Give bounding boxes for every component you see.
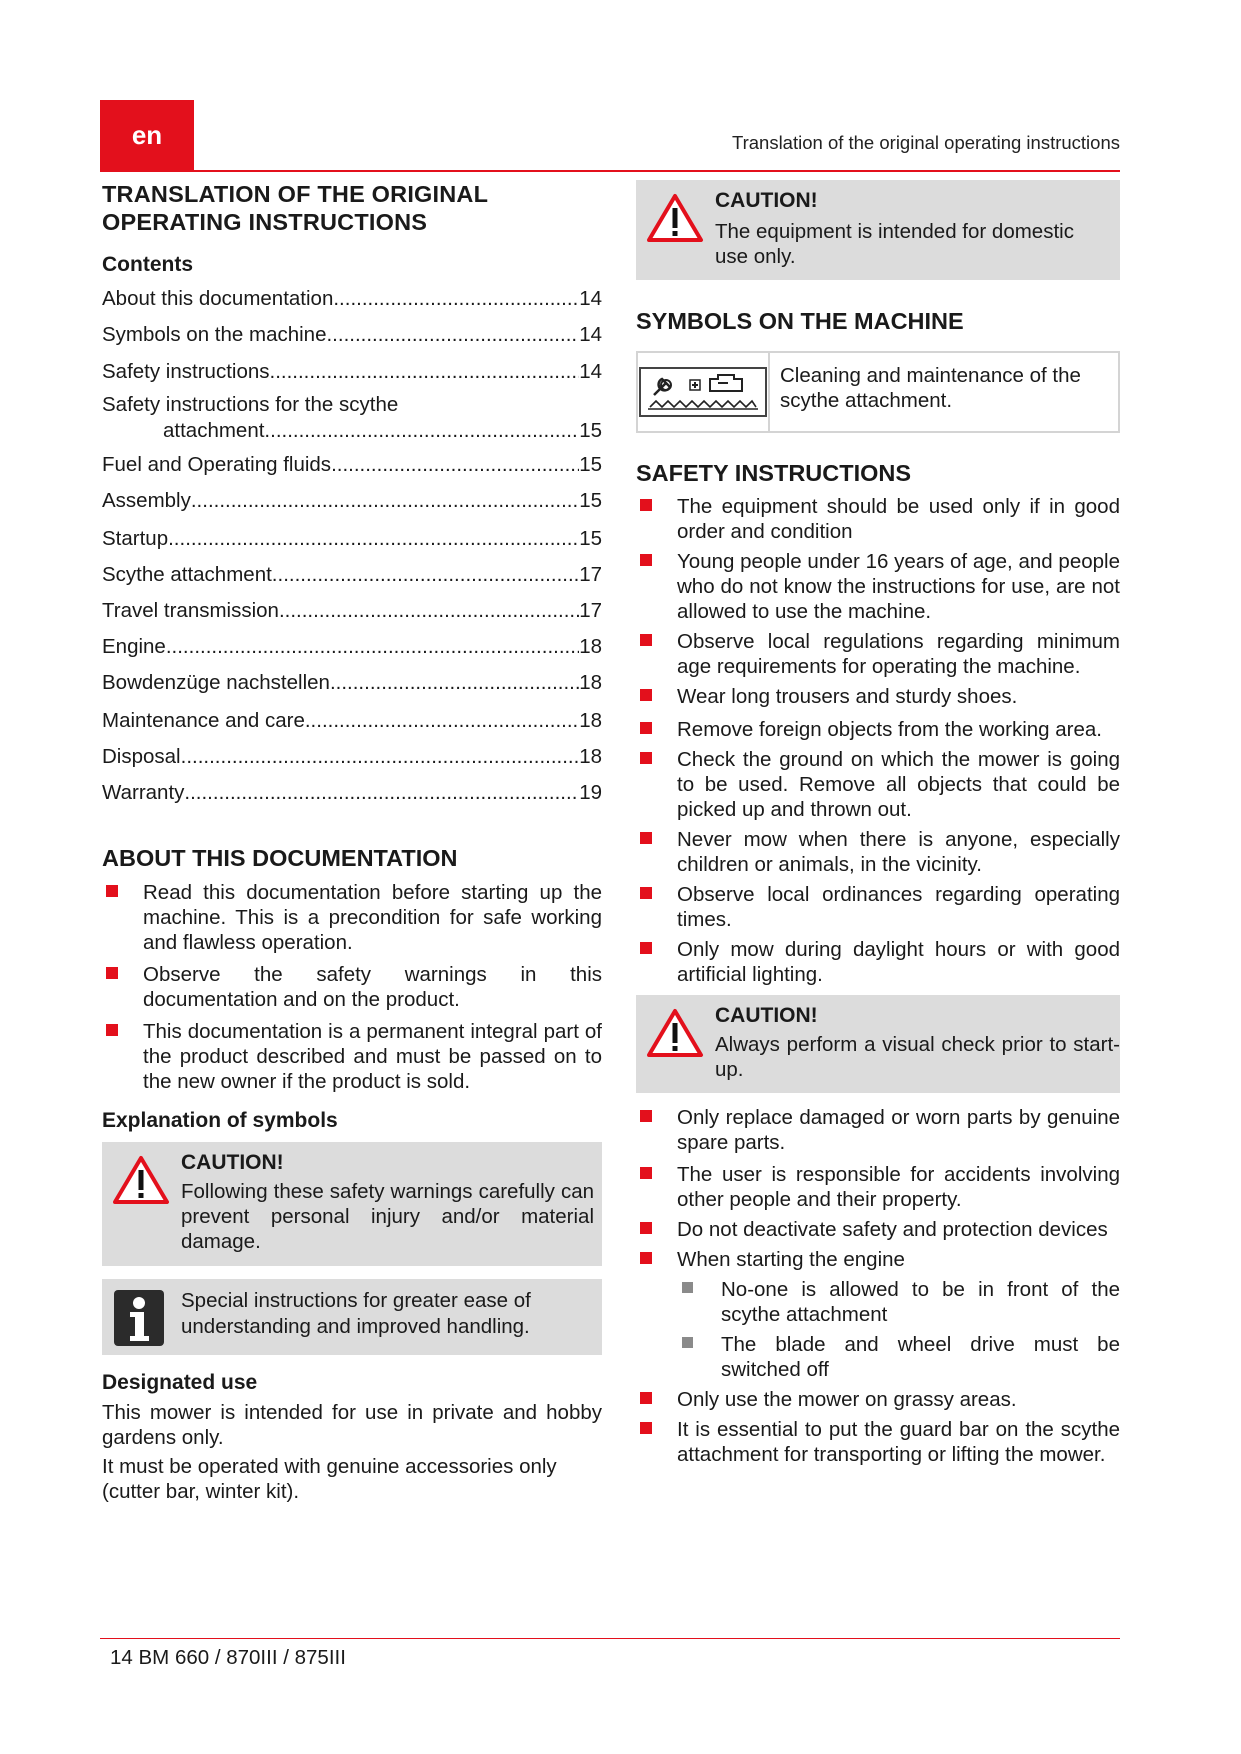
- warning-triangle-icon: [646, 1007, 704, 1059]
- toc-title: Maintenance and care: [102, 709, 305, 732]
- toc-page: 18: [579, 745, 602, 768]
- safety-list: [636, 1387, 1120, 1467]
- toc-title: Safety instructions: [102, 360, 270, 383]
- toc-title: Scythe attachment: [102, 563, 272, 586]
- caution-title: CAUTION!: [715, 189, 818, 212]
- document-title: [102, 180, 602, 236]
- list-item: Wear long trousers and sturdy shoes.: [636, 684, 1120, 709]
- toc-title: Warranty: [102, 781, 185, 804]
- caution-box: [102, 1142, 602, 1266]
- sub-list-item: The blade and wheel drive must be switched off: [636, 1332, 1120, 1382]
- toc-entry[interactable]: [102, 526, 602, 552]
- bullet-square-icon: [640, 887, 652, 899]
- bullet-square-icon: [640, 1222, 652, 1234]
- list-item: Observe local regulations regarding minimum age requirements for operating the machine.: [636, 629, 1120, 679]
- symbols-table: [636, 351, 1120, 433]
- toc-entry[interactable]: [102, 562, 602, 588]
- toc-page: 17: [579, 563, 602, 586]
- warning-triangle-icon: [646, 192, 704, 244]
- toc-page: 15: [579, 489, 602, 512]
- toc-entry[interactable]: [102, 286, 602, 312]
- bullet-square-icon: [640, 499, 652, 511]
- toc-page: 17: [579, 599, 602, 622]
- toc-entry[interactable]: [102, 322, 602, 348]
- list-item: The equipment should be used only if in good order and condition: [636, 494, 1120, 544]
- scythe-maintenance-icon: [638, 365, 768, 419]
- bullet-square-icon: [640, 554, 652, 566]
- list-item: Only mow during daylight hours or with good artificial lighting.: [636, 937, 1120, 987]
- footer-page-info: 14 BM 660 / 870III / 875III: [110, 1646, 346, 1669]
- left-column: [102, 180, 602, 1504]
- bullet-square-icon: [640, 1422, 652, 1434]
- toc-page: 15: [579, 453, 602, 476]
- info-text: Special instructions for greater ease of understanding and improved handling.: [181, 1289, 531, 1338]
- title-line-1: TRANSLATION OF THE ORIGINAL: [102, 181, 489, 207]
- toc-title: Startup: [102, 527, 169, 550]
- symbols-explanation-heading: Explanation of symbols: [102, 1109, 338, 1132]
- language-tab: en: [100, 100, 194, 170]
- toc-entry-continuation[interactable]: [102, 418, 602, 444]
- about-list: [102, 880, 602, 1094]
- toc-title: Bowdenzüge nachstellen: [102, 671, 330, 694]
- toc-entry[interactable]: [102, 634, 602, 660]
- toc-entry[interactable]: [102, 670, 602, 696]
- list-item: Observe local ordinances regarding operating times.: [636, 882, 1120, 932]
- symbol-description: Cleaning and maintenance of the scythe attachment.: [780, 364, 1081, 412]
- safety-heading: SAFETY INSTRUCTIONS: [636, 460, 912, 486]
- header-divider: [100, 170, 1120, 172]
- toc-entry[interactable]: [102, 392, 602, 418]
- bullet-square-icon: [640, 689, 652, 701]
- toc-title: Symbols on the machine: [102, 323, 327, 346]
- list-item: Read this documentation before starting up the machine. This is a precondition for safe working and flawless operation.: [102, 880, 602, 955]
- bullet-square-icon: [106, 967, 118, 979]
- caution-text: Following these safety warnings carefully can prevent personal injury and/or material damage.: [181, 1180, 594, 1253]
- toc-page: 18: [579, 635, 602, 658]
- list-item: Young people under 16 years of age, and people who do not know the instructions for use, are not allowed to use the machine.: [636, 549, 1120, 624]
- toc-page: 14: [579, 323, 602, 346]
- list-item: This documentation is a permanent integral part of the product described and must be passed on to the new owner if the product is sold.: [102, 1019, 602, 1094]
- warning-triangle-icon: [112, 1154, 170, 1206]
- list-item: Observe the safety warnings in this documentation and on the product.: [102, 962, 602, 1012]
- toc-page: 15: [579, 419, 602, 442]
- bullet-square-icon: [640, 634, 652, 646]
- list-item: It is essential to put the guard bar on the scythe attachment for transporting or lifting the mower.: [636, 1417, 1120, 1467]
- bullet-square-icon: [640, 1110, 652, 1122]
- sub-list: [636, 1277, 1120, 1382]
- bullet-square-grey-icon: [682, 1337, 693, 1348]
- info-icon: [114, 1290, 164, 1346]
- toc-entry[interactable]: [102, 598, 602, 624]
- designated-use-paragraph: This mower is intended for use in private and hobby gardens only.: [102, 1401, 602, 1449]
- safety-list: [636, 494, 1120, 987]
- contents-heading: Contents: [102, 253, 193, 276]
- toc-page: 15: [579, 527, 602, 550]
- toc-title: Disposal: [102, 745, 181, 768]
- sub-list-item: No-one is allowed to be in front of the scythe attachment: [636, 1277, 1120, 1327]
- bullet-square-icon: [640, 752, 652, 764]
- list-item: Remove foreign objects from the working area.: [636, 717, 1120, 742]
- toc-title: attachment: [163, 419, 265, 442]
- bullet-square-icon: [640, 722, 652, 734]
- info-box: [102, 1279, 602, 1355]
- toc-entry[interactable]: [102, 744, 602, 770]
- caution-text: The equipment is intended for domestic use only.: [715, 220, 1074, 268]
- footer-divider: [100, 1638, 1120, 1639]
- about-heading: ABOUT THIS DOCUMENTATION: [102, 845, 458, 871]
- toc-page: 19: [579, 781, 602, 804]
- list-item: Never mow when there is anyone, especially children or animals, in the vicinity.: [636, 827, 1120, 877]
- safety-list: [636, 1105, 1120, 1272]
- bullet-square-icon: [640, 1392, 652, 1404]
- toc-title: Engine: [102, 635, 166, 658]
- caution-text: Always perform a visual check prior to start-up.: [715, 1033, 1120, 1081]
- toc-page: 18: [579, 709, 602, 732]
- designated-use-paragraph: It must be operated with genuine accessories only (cutter bar, winter kit).: [102, 1455, 557, 1503]
- bullet-square-icon: [640, 1252, 652, 1264]
- toc-page: 14: [579, 360, 602, 383]
- caution-box: [636, 995, 1120, 1093]
- bullet-square-icon: [106, 885, 118, 897]
- symbols-heading: SYMBOLS ON THE MACHINE: [636, 308, 964, 334]
- toc-entry[interactable]: [102, 488, 602, 514]
- toc-title: Assembly: [102, 489, 191, 512]
- toc-title: Fuel and Operating fluids: [102, 453, 332, 476]
- table-of-contents: [102, 286, 602, 806]
- symbol-cell: [638, 353, 770, 431]
- toc-title: About this documentation: [102, 287, 334, 310]
- list-item: Do not deactivate safety and protection devices: [636, 1217, 1120, 1242]
- toc-page: 14: [579, 287, 602, 310]
- toc-entry[interactable]: [102, 708, 602, 734]
- toc-entry[interactable]: [102, 452, 602, 478]
- list-item: When starting the engine: [636, 1247, 1120, 1272]
- bullet-square-icon: [640, 1167, 652, 1179]
- running-title: Translation of the original operating instructions: [731, 132, 1120, 153]
- list-item: Check the ground on which the mower is going to be used. Remove all objects that could be picked up and thrown out.: [636, 747, 1120, 822]
- toc-title: Safety instructions for the scythe: [102, 393, 399, 416]
- toc-entry[interactable]: [102, 780, 602, 806]
- toc-title: Travel transmission: [102, 599, 279, 622]
- list-item: The user is responsible for accidents involving other people and their property.: [636, 1162, 1120, 1212]
- designated-use-heading: Designated use: [102, 1371, 258, 1394]
- list-item: Only replace damaged or worn parts by genuine spare parts.: [636, 1105, 1120, 1155]
- toc-page: 18: [579, 671, 602, 694]
- caution-box: [636, 180, 1120, 280]
- caution-title: CAUTION!: [715, 1004, 818, 1027]
- bullet-square-icon: [640, 832, 652, 844]
- right-column: [636, 180, 1120, 1467]
- bullet-square-grey-icon: [682, 1282, 693, 1293]
- toc-entry[interactable]: [102, 359, 602, 385]
- title-line-2: OPERATING INSTRUCTIONS: [102, 209, 428, 235]
- bullet-square-icon: [640, 942, 652, 954]
- caution-title: CAUTION!: [181, 1151, 284, 1174]
- list-item: Only use the mower on grassy areas.: [636, 1387, 1120, 1412]
- bullet-square-icon: [106, 1024, 118, 1036]
